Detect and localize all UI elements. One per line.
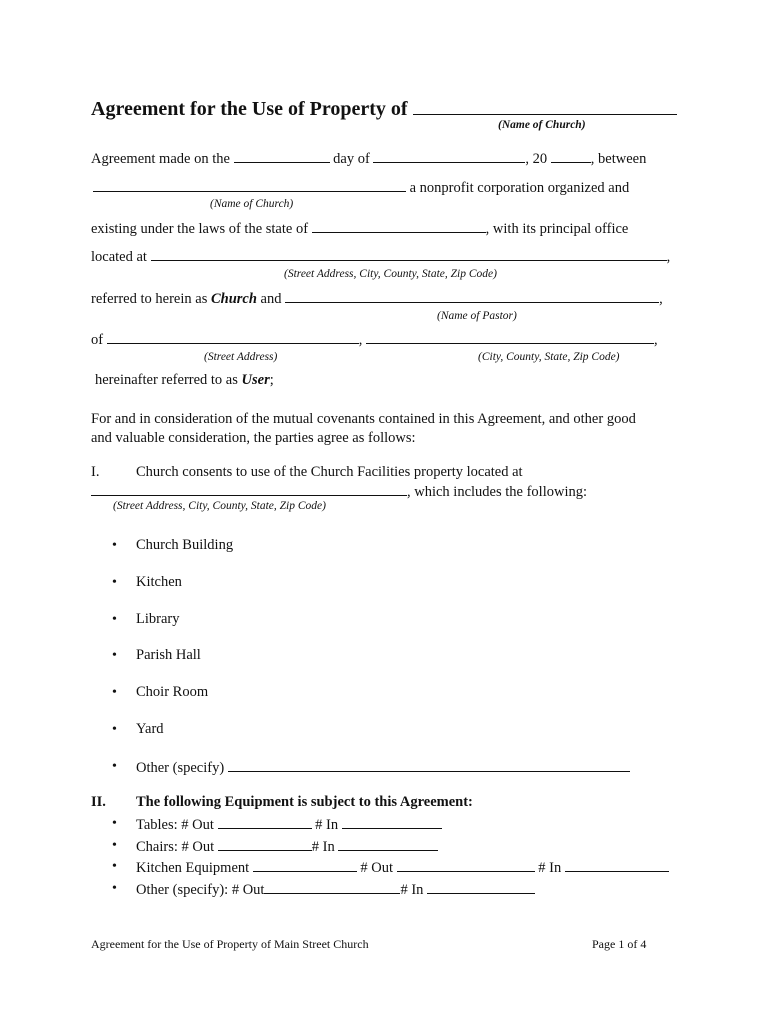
section-1-text-2: , which includes the following: (407, 484, 588, 500)
other-facility-blank[interactable] (228, 759, 630, 772)
line5-text-b: and (260, 291, 282, 307)
section-1-text: Church consents to use of the Church Facilities property located at (136, 464, 523, 480)
consideration-line-2: and valuable consideration, the parties agree as follows: (91, 430, 416, 446)
tables-in-label: # In (315, 817, 339, 833)
line1-text-c: , 20 (525, 151, 548, 167)
line5-comma: , (659, 291, 663, 307)
document-title (91, 96, 677, 121)
line6-comma2: , (653, 332, 658, 348)
consideration-line-1: For and in consideration of the mutual covenants contained in this Agreement, and other good (91, 411, 636, 427)
facility-item: Kitchen (136, 574, 182, 590)
other-equipment-line (136, 881, 535, 898)
property-address-caption: (Street Address, City, County, State, Zip Code) (113, 500, 326, 512)
kitchen-in-blank[interactable] (565, 859, 669, 872)
tables-out-label: Tables: # Out (136, 817, 214, 833)
day-blank[interactable] (373, 150, 525, 163)
chairs-out-label: Chairs: # Out (136, 839, 215, 855)
facility-item: Church Building (136, 537, 234, 553)
pastor-city-caption: (City, County, State, Zip Code) (478, 351, 620, 363)
pastor-address-line (91, 331, 658, 348)
kitchen-label: Kitchen Equipment (136, 860, 250, 876)
kitchen-equipment-blank[interactable] (253, 859, 357, 872)
bullet-icon: • (112, 538, 117, 553)
section-1-address-line (91, 483, 587, 500)
page-number: Page 1 of 4 (592, 937, 647, 951)
footer-title: Agreement for the Use of Property of Main Street Church (91, 937, 369, 951)
church-name-caption: (Name of Church) (210, 198, 294, 210)
property-address-blank[interactable] (91, 483, 407, 496)
other-out-label: Other (specify): # Out (136, 882, 265, 898)
agreement-date-line (91, 150, 646, 167)
bullet-icon: • (112, 759, 117, 774)
office-address-caption: (Street Address, City, County, State, Zip Code) (284, 268, 497, 280)
other-label: Other (specify) (136, 760, 225, 776)
bullet-icon: • (112, 816, 117, 831)
facility-item: Yard (136, 721, 164, 737)
line6-comma1: , (358, 332, 363, 348)
user-term: User (241, 372, 270, 388)
chairs-in-blank[interactable] (338, 838, 438, 851)
chairs-line (136, 838, 438, 855)
line6-text: of (91, 332, 104, 348)
bullet-icon: • (112, 722, 117, 737)
church-name-line (93, 179, 629, 196)
pastor-caption: (Name of Pastor) (437, 310, 517, 322)
pastor-street-blank[interactable] (107, 331, 359, 344)
section-2-heading: The following Equipment is subject to this Agreement: (136, 794, 473, 810)
section-1-number: I. (91, 464, 100, 480)
line4-comma: , (666, 249, 671, 265)
title-text: Agreement for the Use of Property of (91, 98, 408, 120)
facility-item-other (136, 759, 630, 776)
pastor-line (91, 290, 663, 307)
bullet-icon: • (112, 859, 117, 874)
bullet-icon: • (112, 575, 117, 590)
line7-text: hereinafter referred to as (95, 372, 238, 388)
other-in-blank[interactable] (427, 881, 535, 894)
date-blank[interactable] (234, 150, 330, 163)
line1-text-d: , between (590, 151, 647, 167)
bullet-icon: • (112, 881, 117, 896)
section-2-number: II. (91, 794, 106, 810)
line7-semicolon: ; (269, 372, 274, 388)
line3-text-b: , with its principal office (485, 221, 629, 237)
facility-item: Parish Hall (136, 647, 201, 663)
pastor-name-blank[interactable] (285, 290, 659, 303)
bullet-icon: • (112, 685, 117, 700)
facility-item: Library (136, 611, 180, 627)
pastor-street-caption: (Street Address) (204, 351, 278, 363)
kitchen-out-label: # Out (360, 860, 394, 876)
line1-text-b: day of (333, 151, 370, 167)
office-address-blank[interactable] (151, 248, 667, 261)
bullet-icon: • (112, 612, 117, 627)
year-blank[interactable] (551, 150, 591, 163)
located-at-line (91, 248, 670, 265)
line4-text: located at (91, 249, 147, 265)
line1-text-a: Agreement made on the (91, 151, 230, 167)
bullet-icon: • (112, 838, 117, 853)
line3-text-a: existing under the laws of the state of (91, 221, 309, 237)
pastor-city-blank[interactable] (366, 331, 654, 344)
line2-text: a nonprofit corporation organized and (409, 180, 630, 196)
church-term: Church (210, 291, 257, 307)
user-line (95, 373, 274, 388)
kitchen-equipment-line (136, 859, 669, 876)
chairs-out-blank[interactable] (218, 838, 312, 851)
tables-out-blank[interactable] (218, 816, 312, 829)
church-name-field[interactable] (93, 179, 406, 192)
facility-item: Choir Room (136, 684, 209, 700)
state-line (91, 220, 628, 237)
bullet-icon: • (112, 648, 117, 663)
title-caption: (Name of Church) (498, 119, 586, 131)
other-out-blank[interactable] (264, 881, 400, 894)
tables-in-blank[interactable] (342, 816, 442, 829)
other-in-label: # In (400, 882, 424, 898)
line5-text-a: referred to herein as (91, 291, 208, 307)
tables-line (136, 816, 442, 833)
church-name-blank[interactable] (413, 96, 677, 115)
kitchen-in-label: # In (538, 860, 562, 876)
state-blank[interactable] (312, 220, 486, 233)
kitchen-out-blank[interactable] (397, 859, 535, 872)
chairs-in-label: # In (311, 839, 335, 855)
